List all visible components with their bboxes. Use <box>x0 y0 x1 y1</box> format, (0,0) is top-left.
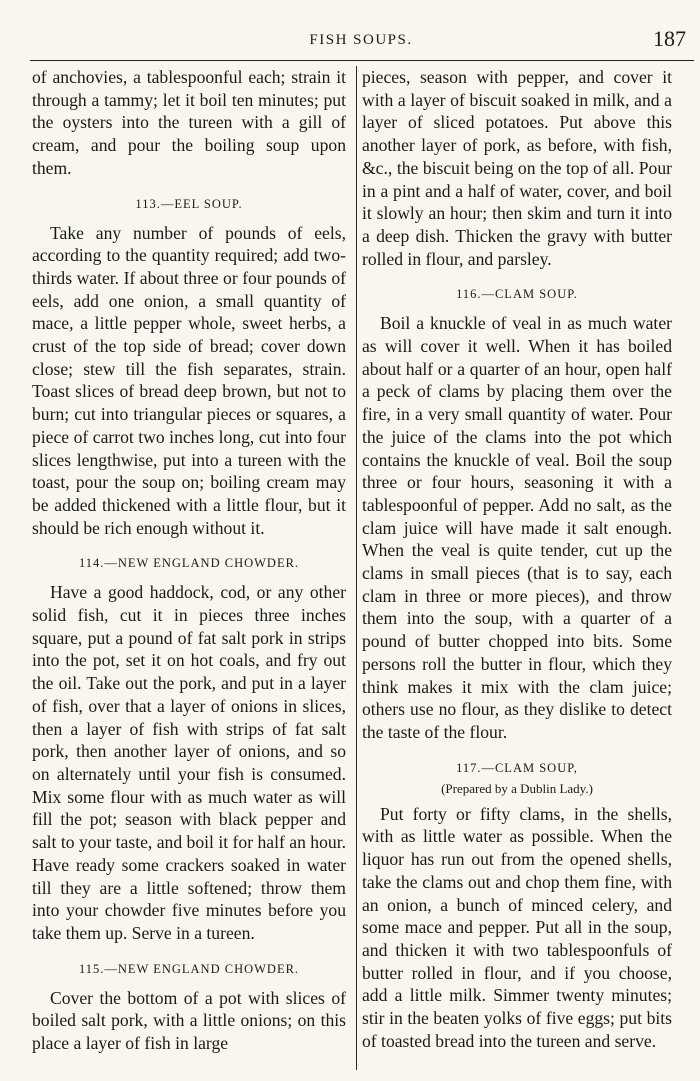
recipe-115-text: Cover the bottom of a pot with slices of boiled salt pork, with a little onions; on this place a layer of fish in large <box>32 987 346 1054</box>
recipe-116-heading: 116.—CLAM SOUP. <box>456 287 578 302</box>
continuation-text: of anchovies, a tablespoonful each; strain it through a tammy; let it boil ten minutes; put the oysters into the tureen with a gill of cream, and pour the boiling soup upon them. <box>32 67 346 178</box>
left-column <box>32 66 346 1055</box>
continuation-text: pieces, season with pepper, and cover it with a layer of biscuit soaked in milk, and a layer of sliced potatoes. Put above this another layer of pork, as before, with fish, &c., the biscuit being on the top of all. Pour in a pint and a half of water, cover, and boil it slowly an hour; then skim and turn it into a deep dish. Thicken the gravy with butter rolled in flour, and parsley. <box>362 67 672 269</box>
recipe-117-subheading: (Prepared by a Dublin Lady.) <box>441 780 593 796</box>
running-title: FISH SOUPS. <box>309 32 413 48</box>
page-number: 187 <box>653 26 686 51</box>
recipe-115-heading: 115.—NEW ENGLAND CHOWDER. <box>78 961 300 976</box>
recipe-113-text: Take any number of pounds of eels, according to the quantity required; add two-thirds water. If about three or four pounds of eels, add one onion, a small quantity of mace, a little pepper whole, sweet herbs, a crust of the top side of bread; cover down close; stew till the fish separates, strain. Toast slices of bread deep brown, but not to burn; cut into triangular pieces or squares, a piece of carrot two inches long, cut into four slices lengthwise, put into a tureen with the toast, pour the soup on; boiling cream may be added thickened with a little flour, but it should be rich enough without it. <box>32 222 346 538</box>
recipe-114-text: Have a good haddock, cod, or any other solid fish, cut it in pieces three inches square, put a pound of fat salt pork in strips into the pot, set it on hot coals, and fry out the oil. Take out the pork, and put in a layer of fish, over that a layer of onions in slices, then a layer of fish with strips of fat salt pork, then another layer of onions, and so on alternately until your fish is consumed. Mix some flour with as much water as will fill the pot; season with black pepper and salt to your taste, and boil it for half an hour. Have ready some crackers soaked in water till they are a little softened; throw them into your chowder five minutes before you take them up. Serve in a tureen. <box>32 582 346 943</box>
recipe-113-heading: 113.—EEL SOUP. <box>135 196 243 211</box>
header-rule <box>30 60 694 61</box>
recipe-117-text: Put forty or fifty clams, in the shells, with as little water as possible. When the liquor has run out from the opened shells, take the clams out and chop them fine, with an onion, a bunch of minced celery, and some mace and pepper. Put all in the soup, and thicken it with two tablespoonfuls of butter rolled in flour, and if you choose, add a little milk. Simmer twenty minutes; stir in the beaten yolks of five eggs; put bits of toasted bread into the tureen and serve. <box>362 803 672 1051</box>
right-column <box>362 66 672 1052</box>
recipe-117-heading: 117.—CLAM SOUP, <box>456 760 578 775</box>
recipe-114-heading: 114.—NEW ENGLAND CHOWDER. <box>78 556 300 571</box>
recipe-116-text: Boil a knuckle of veal in as much water as will cover it well. When it has boiled about half or a quarter of an hour, open half a peck of clams by placing them over the fire, in a very small quantity of water. Pour the juice of the clams into the pot which contains the knuckle of veal. Boil the soup three or four hours, seasoning it with a tablespoonful of pepper. Add no salt, as the clam juice will have made it salt enough. When the veal is quite tender, cut up the clams in small pieces (that is to say, each clam in three or more pieces), and throw them into the soup, with a quarter of a pound of butter chopped into bits. Some persons roll the butter in flour, which they think makes it mix with the clam juice; others use no flour, as they dislike to detect the taste of the flour. <box>362 313 672 742</box>
column-divider <box>356 66 357 1070</box>
page-header <box>30 26 692 56</box>
